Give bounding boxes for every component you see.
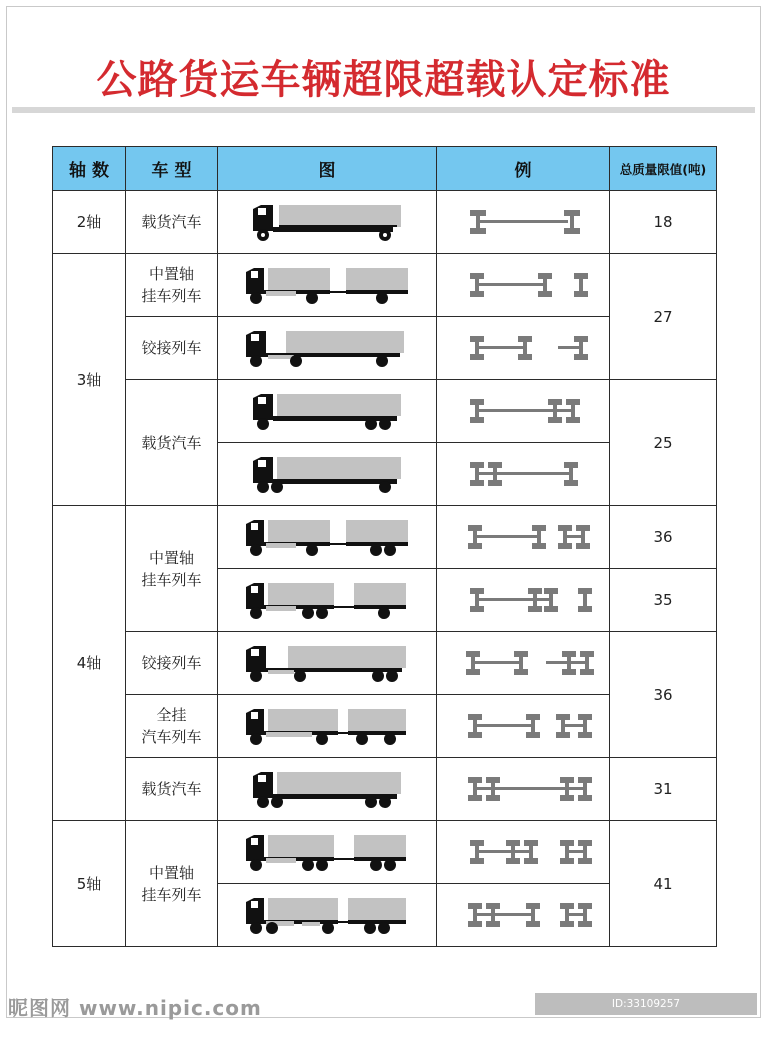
axle-count-cell: 5轴 [53,821,126,947]
vehicle-type-cell: 载货汽车 [126,380,218,506]
axle-diagram-icon [437,884,610,947]
axle-diagram-icon [437,443,610,506]
weight-limit-value: 27 [610,254,717,380]
weight-limit-value: 36 [610,632,717,758]
vehicle-type-cell: 载货汽车 [126,191,218,254]
weight-limit-value: 41 [610,821,717,947]
header-row [53,147,717,191]
axle-count-cell: 3轴 [53,254,126,506]
header-axle: 轴 数 [53,147,126,191]
truck-icon [218,695,437,758]
axle-diagram-icon [437,317,610,380]
weight-limit-value: 36 [610,506,717,569]
axle-diagram-icon [437,821,610,884]
table-row [53,821,717,884]
axle-diagram-icon [437,758,610,821]
truck-icon [218,254,437,317]
image-id-badge: ID:33109257 NO:20221019111635128107 [535,993,757,1015]
vehicle-type-cell: 中置轴 挂车列车 [126,254,218,317]
axle-count-cell: 2轴 [53,191,126,254]
truck-icon [218,380,437,443]
truck-icon [218,821,437,884]
truck-icon [218,884,437,947]
table-row [53,254,717,317]
weight-limit-value: 18 [610,191,717,254]
header-type: 车 型 [126,147,218,191]
header-limit: 总质量限值(吨) [610,147,717,191]
vehicle-type-cell: 铰接列车 [126,632,218,695]
header-diagram-right: 例 [437,147,610,191]
truck-icon [218,632,437,695]
weight-limit-value: 31 [610,758,717,821]
header-diagram-left: 图 [218,147,437,191]
vehicle-type-cell: 中置轴 挂车列车 [126,506,218,632]
truck-icon [218,443,437,506]
truck-icon [218,317,437,380]
axle-count-cell: 4轴 [53,506,126,821]
vehicle-type-cell: 全挂 汽车列车 [126,695,218,758]
title-divider [12,107,755,113]
axle-diagram-icon [437,632,610,695]
axle-diagram-icon [437,569,610,632]
axle-diagram-icon [437,695,610,758]
weight-limit-value: 35 [610,569,717,632]
vehicle-type-cell: 铰接列车 [126,317,218,380]
truck-icon [218,569,437,632]
vehicle-type-cell: 载货汽车 [126,758,218,821]
table-row [53,632,717,695]
site-watermark: 昵图网 www.nipic.com [8,996,262,1020]
truck-icon [218,758,437,821]
table-row [53,191,717,254]
table-row [53,506,717,569]
axle-diagram-icon [437,191,610,254]
truck-icon [218,191,437,254]
standard-table [52,146,717,947]
axle-diagram-icon [437,254,610,317]
truck-icon [218,506,437,569]
vehicle-type-cell: 中置轴 挂车列车 [126,821,218,947]
table-row [53,758,717,821]
weight-limit-value: 25 [610,380,717,506]
table-row [53,380,717,443]
axle-diagram-icon [437,380,610,443]
page-title: 公路货运车辆超限超载认定标准 [96,57,671,103]
axle-diagram-icon [437,506,610,569]
